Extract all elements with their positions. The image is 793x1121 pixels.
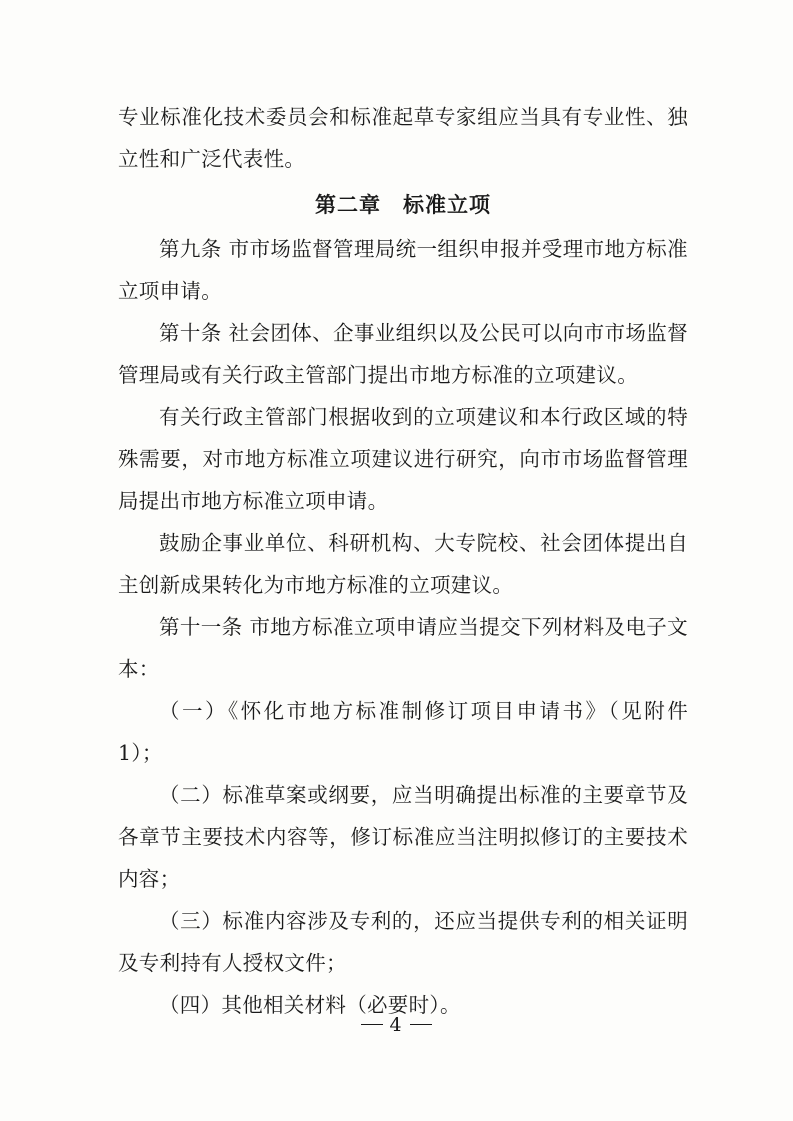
footer-dash-left <box>361 1024 383 1025</box>
page-number: 4 <box>389 1014 404 1036</box>
paragraph-article-10-b: 有关行政主管部门根据收到的立项建议和本行政区域的特殊需要，对市地方标准立项建议进行研究，向市市场监督管理局提出市地方标准立项申请。 <box>118 405 688 513</box>
paragraph-continued: 专业标准化技术委员会和标准起草专家组应当具有专业性、独立性和广泛代表性。 <box>118 105 688 171</box>
paragraph-item-4: （四）其他相关材料（必要时）。 <box>159 993 461 1017</box>
document-body <box>118 96 688 1026</box>
paragraph-article-9: 第九条 市市场监督管理局统一组织申报并受理市地方标准立项申请。 <box>118 237 688 303</box>
chapter-heading <box>118 184 688 226</box>
paragraph-article-10-c: 鼓励企事业单位、科研机构、大专院校、社会团体提出自主创新成果转化为市地方标准的立项建议。 <box>118 531 688 597</box>
footer-dash-right <box>410 1024 432 1025</box>
paragraph-item-3: （三）标准内容涉及专利的，还应当提供专利的相关证明及专利持有人授权文件； <box>118 909 688 975</box>
paragraph-article-11: 第十一条 市地方标准立项申请应当提交下列材料及电子文本： <box>118 615 688 681</box>
page-footer <box>0 1014 793 1036</box>
paragraph-item-1: （一）《怀化市地方标准制修订项目申请书》（见附件 1）； <box>118 699 688 765</box>
paragraph-article-10: 第十条 社会团体、企事业组织以及公民可以向市市场监督管理局或有关行政主管部门提出市地方标准的立项建议。 <box>118 321 688 387</box>
paragraph-item-2: （二）标准草案或纲要，应当明确提出标准的主要章节及各章节主要技术内容等，修订标准应当注明拟修订的主要技术内容； <box>118 783 688 891</box>
chapter-number: 第二章 <box>315 192 381 217</box>
chapter-title-text: 标准立项 <box>403 192 491 217</box>
